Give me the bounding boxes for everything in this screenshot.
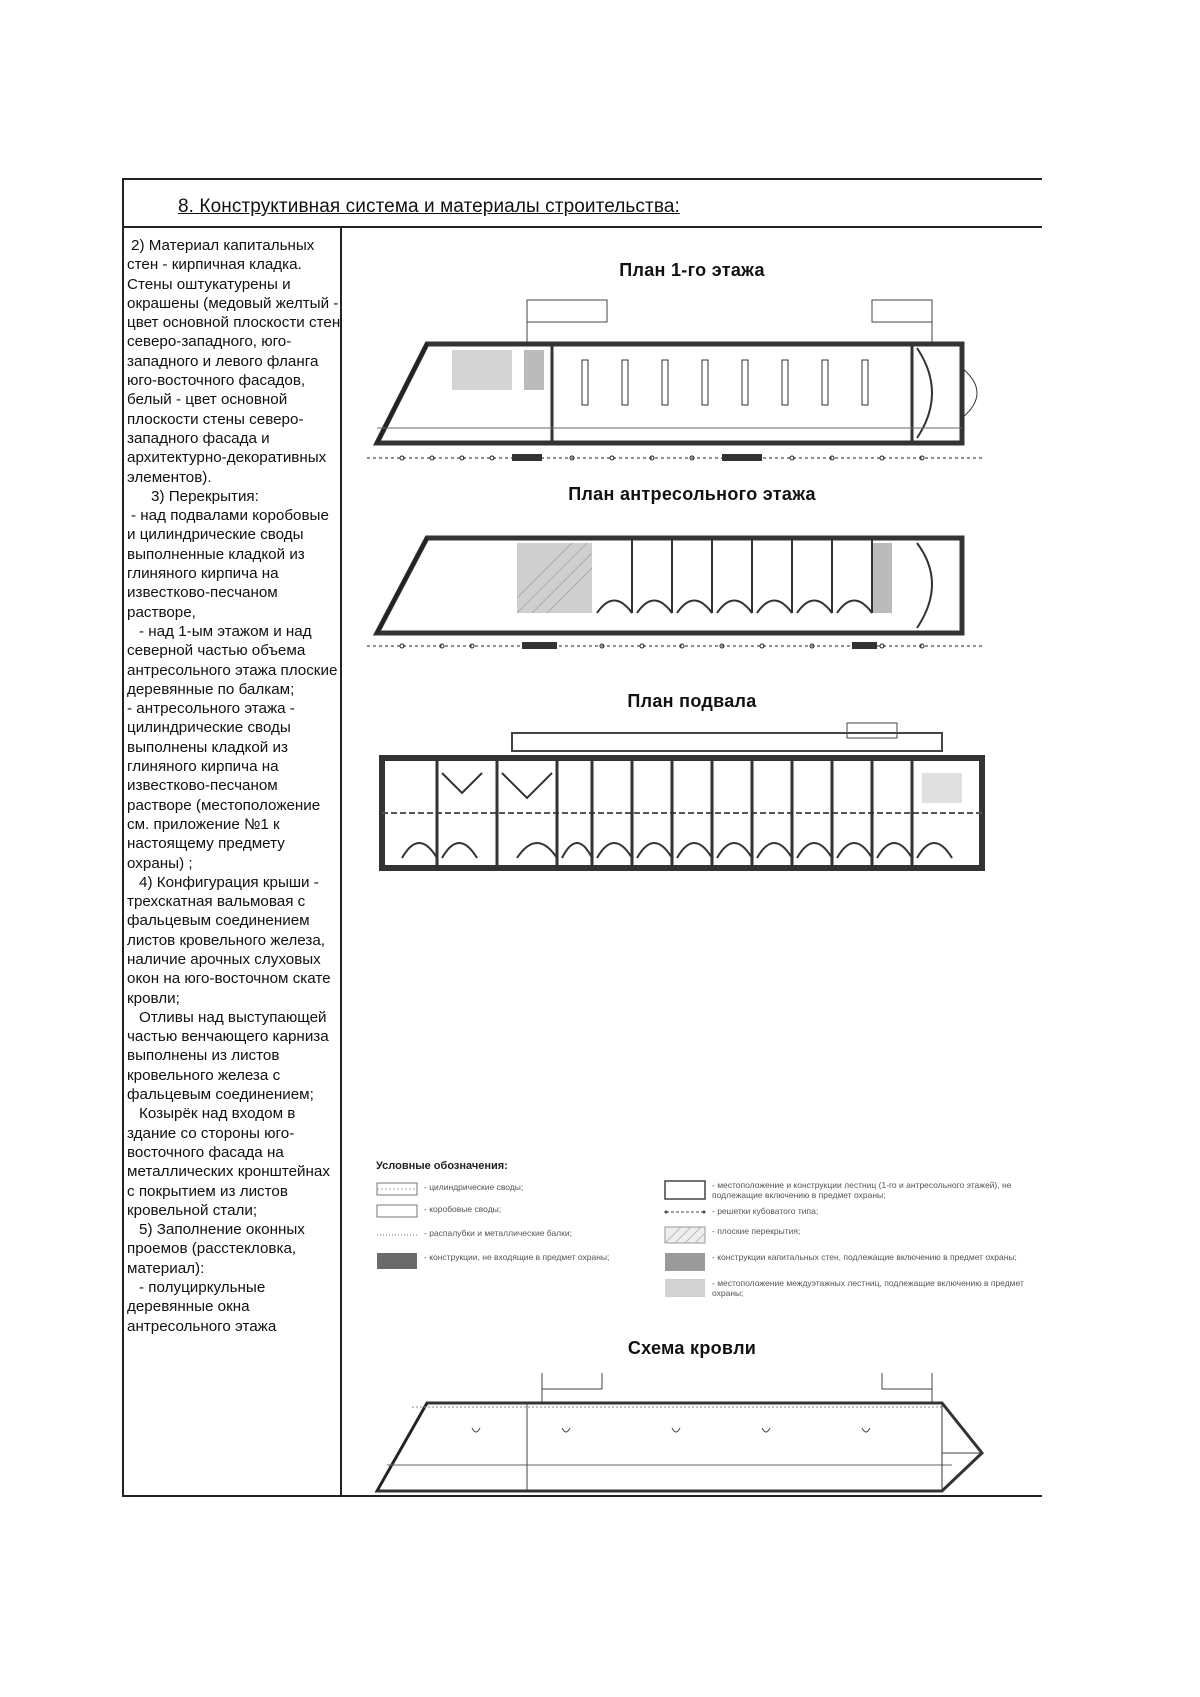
mezzanine-plan-title: План антресольного этажа (568, 484, 816, 504)
roof-scheme-title: Схема кровли (627, 1338, 757, 1358)
legend-item-excluded: - конструкции, не входящие в предмет охраны; (376, 1252, 636, 1270)
legend-item-capital-walls: - конструкции капитальных стен, подлежащие включению в предмет охраны; (664, 1252, 1034, 1272)
paragraph-walls: 2) Материал капитальных стен - кирпичная кладка. Стены оштукатурены и окрашены (медовый желтый - цвет основной плоскости стен северо-западного, юго-западного и левого фланга юго-восточного фасадов, белый - цвет основной плоскости стены северо-западного фасада и архитектурно-декоративных элементов). (127, 237, 341, 486)
legend-item-interfloor-stairs: - местоположение междуэтажных лестниц, подлежащие включению в предмет охраны; (664, 1278, 1034, 1298)
excluded-swatch (376, 1252, 418, 1270)
legend-item-stairs-excluded: - местоположение и конструкции лестниц (1-го и антресольного этажей), не подлежащие включению в предмет охраны; (664, 1180, 1034, 1200)
grilles-swatch (664, 1206, 706, 1218)
paragraph-basement-vaults: - над подвалами коробовые и цилиндрические своды выполненные кладкой из глиняного кирпича на известково-песчаном растворе, (127, 507, 329, 621)
legend-item-cylindrical: - цилиндрические своды; (376, 1182, 636, 1196)
capital-walls-swatch (664, 1252, 706, 1272)
first-floor-plan-drawing (342, 288, 1042, 478)
paragraph-semicircular-windows: - полуциркульные деревянные окна антресольного этажа (127, 1279, 277, 1335)
first-floor-plan-title: План 1-го этажа (619, 260, 765, 280)
paragraph-first-floor-ceiling: - над 1-ым этажом и над северной частью объема антресольного этажа плоские деревянные по балкам; (127, 622, 338, 698)
paragraph-floors-heading: 3) Перекрытия: (151, 487, 259, 505)
section-header (124, 180, 1042, 228)
paragraph-drips: Отливы над выступающей частью венчающего карниза выполнены из листов кровельного железа с фальцевым соединением; (127, 1008, 329, 1104)
box-vault-swatch (376, 1204, 418, 1218)
interfloor-stairs-swatch (664, 1278, 706, 1298)
paragraph-roof: 4) Конфигурация крыши - трехскатная вальмовая с фальцевым соединением листов кровельного железа, наличие арочных слуховых окон на юго-восточном скате кровли; (127, 873, 331, 1007)
basement-plan-title: План подвала (627, 691, 757, 711)
cylindrical-vault-swatch (376, 1182, 418, 1196)
section-title: 8. Конструктивная система и материалы строительства: (178, 196, 680, 217)
roof-scheme-drawing (342, 1373, 1042, 1493)
flat-ceilings-swatch (664, 1226, 706, 1244)
drawings-column (342, 228, 1042, 1495)
legend-title: Условные обозначения: (376, 1160, 508, 1172)
basement-plan-drawing (342, 718, 1042, 888)
paragraph-windows: 5) Заполнение оконных проемов (расстекловка, материал): (127, 1221, 305, 1277)
stairs-excluded-swatch (664, 1180, 706, 1200)
description-column (124, 228, 342, 1495)
beams-swatch (376, 1228, 418, 1242)
paragraph-mezzanine-vaults: - антресольного этажа - цилиндрические своды выполнены кладкой из глиняного кирпича на известково-песчаном растворе (местоположение см. приложение №1 к настоящему предмету охраны) ; (127, 700, 321, 872)
document-frame (122, 178, 1042, 1497)
description-text (127, 236, 341, 1336)
legend-item-beams: - распалубки и металлические балки; (376, 1228, 636, 1242)
legend-item-flat-ceilings: - плоские перекрытия; (664, 1226, 1034, 1244)
mezzanine-plan-drawing (342, 518, 1042, 668)
legend-item-box-vault: - коробовые своды; (376, 1204, 636, 1218)
legend-item-grilles: - решетки кубоватого типа; (664, 1206, 1034, 1218)
paragraph-canopy: Козырёк над входом в здание со стороны юго-восточного фасада на металлических кронштейнах с покрытием из листов кровельной стали; (127, 1105, 330, 1219)
